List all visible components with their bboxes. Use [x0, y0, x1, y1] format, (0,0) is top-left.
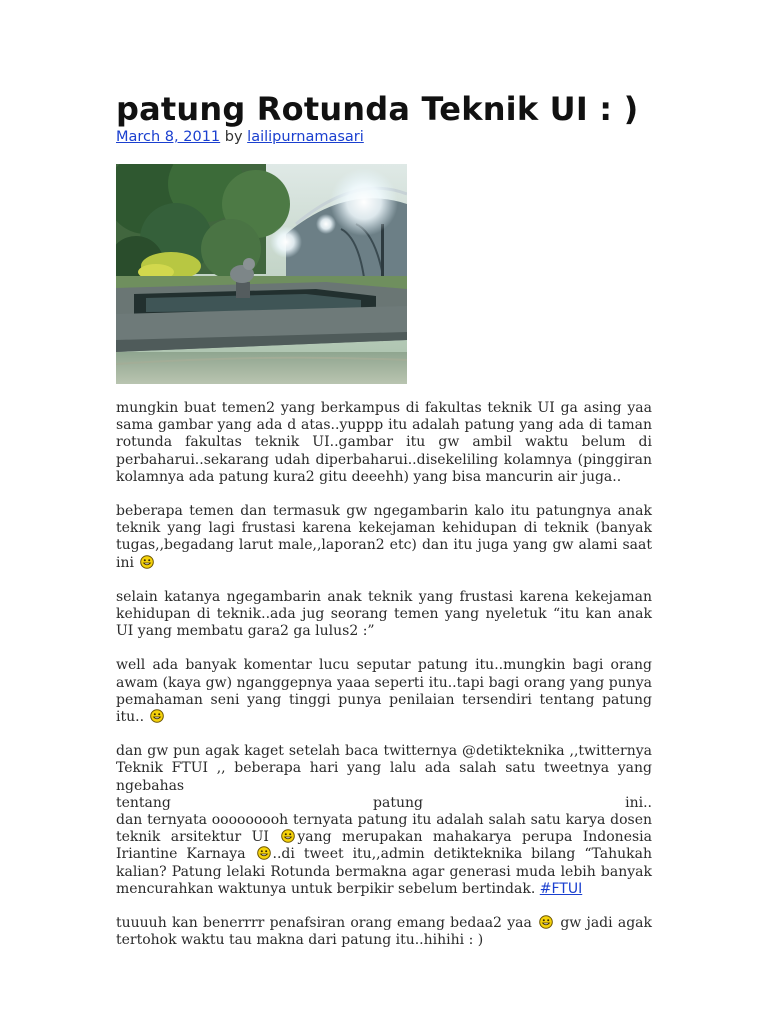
- post-title: patung Rotunda Teknik UI : ): [116, 90, 639, 128]
- smiley-emoticon-icon: [140, 555, 154, 569]
- paragraph-5: [116, 743, 652, 795]
- post-photo: [116, 164, 407, 384]
- paragraph-6-text-b: gw jadi agak tertohok waktu tau makna dari patung itu..hihihi : ): [116, 915, 653, 949]
- post-content: [116, 400, 652, 966]
- smiley-emoticon-icon: [281, 829, 295, 843]
- paragraph-4-text: well ada banyak komentar lucu seputar patung itu..mungkin bagi orang awam (kaya gw) nganggepnya yaaa seperti itu..tapi bagi orang yang punya pemahaman seni yang tinggi punya penilaian tersendiri tentang patung itu..: [116, 657, 652, 726]
- paragraph-5-word-ini: ini..: [625, 794, 652, 811]
- smiley-emoticon-icon: [257, 846, 271, 860]
- paragraph-4: [116, 657, 652, 726]
- paragraph-6: [116, 915, 652, 949]
- paragraph-5-word-tentang: tentang: [116, 794, 171, 811]
- smiley-emoticon-icon: [150, 709, 164, 723]
- post-author-link[interactable]: lailipurnamasari: [247, 129, 364, 145]
- paragraph-2: [116, 503, 652, 572]
- paragraph-5-text-d: ..di tweet itu,,admin detikteknika bilang “Tahukah kalian? Patung lelaki Rotunda bermakna agar generasi muda lebih banyak mencurahkan waktunya untuk berpikir sebelum bertindak.: [116, 846, 652, 897]
- post-date-link[interactable]: March 8, 2011: [116, 129, 221, 145]
- post-by-label: by: [224, 129, 243, 145]
- smiley-emoticon-icon: [539, 915, 553, 929]
- post-meta: [116, 129, 364, 145]
- paragraph-5-text-b: dan ternyata ooooooooh ternyata patung itu adalah salah satu karya dosen teknik arsitektur UI: [116, 812, 652, 846]
- paragraph-5-text-c: yang merupakan mahakarya perupa Indonesia Iriantine Karnaya: [116, 829, 652, 863]
- paragraph-1: mungkin buat temen2 yang berkampus di fakultas teknik UI ga asing yaa sama gambar yang ada d atas..yuppp itu adalah patung yang ada di taman rotunda fakultas teknik UI..gambar itu gw ambil waktu belum di perbaharui..sekarang udah diperbaharui..disekeliling kolamnya (pinggiran kolamnya ada patung kura2 gitu deeehh) yang bisa mancurin air juga..: [116, 400, 652, 485]
- paragraph-6-text-a: tuuuuh kan benerrrr penafsiran orang emang bedaa2 yaa: [116, 915, 532, 932]
- paragraph-5-continued: [116, 812, 652, 898]
- paragraph-5-word-patung: patung: [373, 794, 423, 811]
- rotunda-statue-photo: [116, 164, 407, 384]
- ftui-hashtag-link[interactable]: #FTUI: [539, 880, 583, 897]
- paragraph-5-spread-line: [116, 795, 652, 812]
- paragraph-3: selain katanya ngegambarin anak teknik yang frustasi karena kekejaman kehidupan di teknik..ada jug seorang temen yang nyeletuk “itu kan anak UI yang membatu gara2 ga lulus2 :”: [116, 588, 652, 640]
- paragraph-5-text-a: dan gw pun agak kaget setelah baca twitternya @detikteknika ,,twitternya Teknik FTUI ,, beberapa hari yang lalu ada salah satu tweetnya yang ngebahas: [116, 743, 652, 794]
- paragraph-2-text: beberapa temen dan termasuk gw ngegambarin kalo itu patungnya anak teknik yang lagi frustasi karena kekejaman kehidupan di teknik (banyak tugas,,begadang larut male,,laporan2 etc) dan itu juga yang gw alami saat ini: [116, 503, 652, 571]
